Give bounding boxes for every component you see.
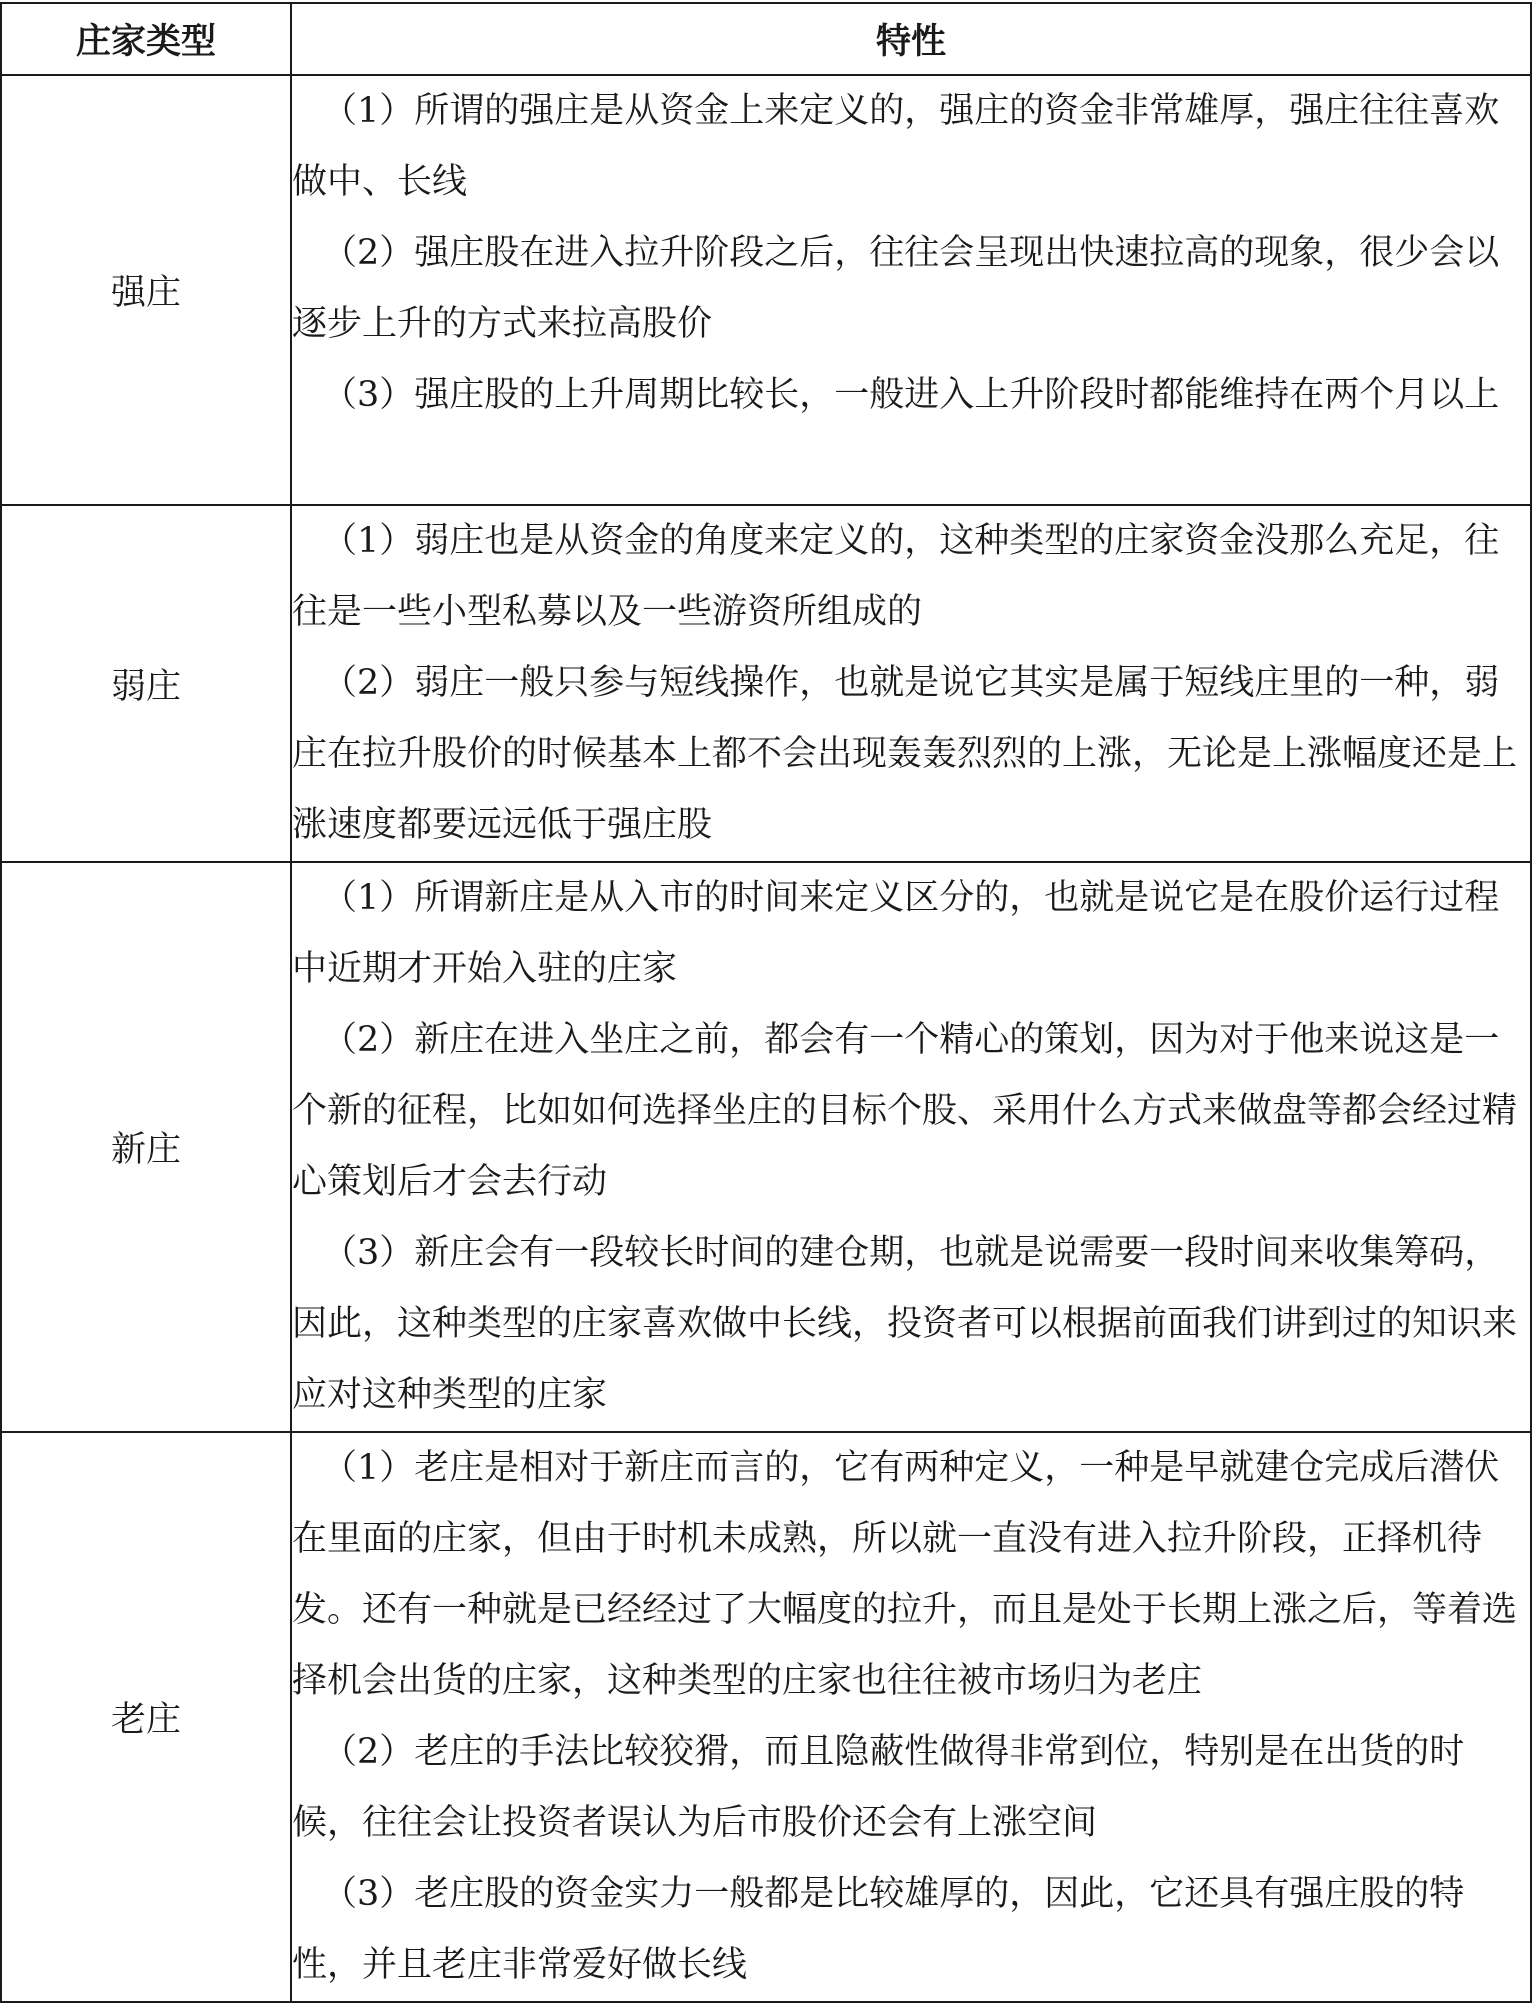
characteristic-item: （1）弱庄也是从资金的角度来定义的，这种类型的庄家资金没那么充足，往往是一些小型私募以及一些游资所组成的	[292, 521, 1500, 632]
header-banker-type: 庄家类型	[1, 3, 291, 75]
banker-type-cell: 老庄	[1, 1432, 291, 2002]
characteristic-item: （1）所谓新庄是从入市的时间来定义区分的，也就是说它是在股价运行过程中近期才开始入驻的庄家	[292, 878, 1500, 989]
characteristic-item: （1）所谓的强庄是从资金上来定义的，强庄的资金非常雄厚，强庄往往喜欢做中、长线	[292, 91, 1500, 202]
characteristic-item: （2）强庄股在进入拉升阶段之后，往往会呈现出快速拉高的现象，很少会以逐步上升的方式来拉高股价	[292, 233, 1500, 344]
characteristic-item: （1）老庄是相对于新庄而言的，它有两种定义，一种是早就建仓完成后潜伏在里面的庄家，但由于时机未成熟，所以就一直没有进入拉升阶段，正择机待发。还有一种就是已经经过了大幅度的拉升，而且是处于长期上涨之后，等着选择机会出货的庄家，这种类型的庄家也往往被市场归为老庄	[292, 1448, 1518, 1701]
banker-type-cell: 强庄	[1, 75, 291, 505]
characteristic-item: （3）老庄股的资金实力一般都是比较雄厚的，因此，它还具有强庄股的特性，并且老庄非常爱好做长线	[292, 1874, 1465, 1985]
characteristics-cell	[291, 862, 1531, 1432]
table-header-row	[1, 3, 1531, 75]
characteristic-item: （2）新庄在进入坐庄之前，都会有一个精心的策划，因为对于他来说这是一个新的征程，比如如何选择坐庄的目标个股、采用什么方式来做盘等都会经过精心策划后才会去行动	[292, 1020, 1518, 1202]
characteristics-cell	[291, 75, 1531, 505]
characteristic-item: （3）强庄股的上升周期比较长，一般进入上升阶段时都能维持在两个月以上	[322, 375, 1500, 415]
banker-types-table	[0, 2, 1532, 2003]
table-row	[1, 505, 1531, 862]
banker-type-cell: 新庄	[1, 862, 291, 1432]
table-row	[1, 862, 1531, 1432]
characteristic-item: （3）新庄会有一段较长时间的建仓期，也就是说需要一段时间来收集筹码，因此，这种类型的庄家喜欢做中长线，投资者可以根据前面我们讲到过的知识来应对这种类型的庄家	[292, 1233, 1518, 1415]
table-row	[1, 1432, 1531, 2002]
characteristics-cell	[291, 1432, 1531, 2002]
header-characteristics: 特性	[291, 3, 1531, 75]
banker-type-cell: 弱庄	[1, 505, 291, 862]
table-row	[1, 75, 1531, 505]
characteristic-item: （2）弱庄一般只参与短线操作，也就是说它其实是属于短线庄里的一种，弱庄在拉升股价的时候基本上都不会出现轰轰烈烈的上涨，无论是上涨幅度还是上涨速度都要远远低于强庄股	[292, 663, 1518, 845]
characteristics-cell	[291, 505, 1531, 862]
characteristic-item: （2）老庄的手法比较狡猾，而且隐蔽性做得非常到位，特别是在出货的时候，往往会让投资者误认为后市股价还会有上涨空间	[292, 1732, 1465, 1843]
